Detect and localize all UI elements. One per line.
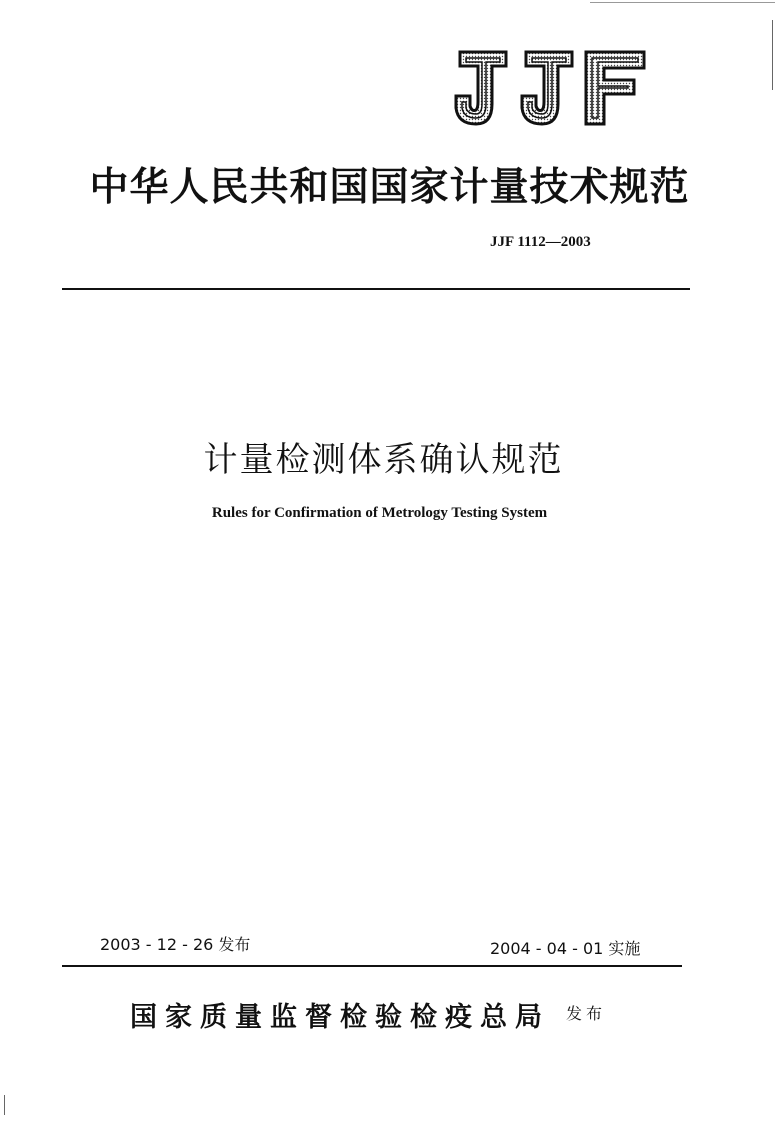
scan-edge-mark (4, 1095, 5, 1115)
top-divider (62, 288, 690, 290)
jjf-logo (452, 48, 652, 134)
publisher-name: 国家质量监督检验检疫总局 (130, 1002, 550, 1033)
jjf-logo-graphic (452, 48, 652, 130)
scan-top-line (590, 2, 775, 3)
document-title-english: Rules for Confirmation of Metrology Testing System (211, 505, 548, 521)
issue-date: 2003 - 12 - 26 发布 (100, 935, 251, 954)
document-code: JJF 1112—2003 (490, 234, 591, 250)
logo-letter-j1 (456, 52, 506, 124)
bottom-divider (62, 965, 682, 967)
logo-letter-j2 (522, 52, 572, 124)
issuing-country-title: 中华人民共和国国家计量技术规范 (89, 164, 690, 210)
implementation-date: 2004 - 04 - 01 实施 (490, 939, 641, 958)
scan-edge-line (772, 20, 773, 90)
logo-letter-f (586, 52, 644, 124)
publisher-suffix: 发布 (566, 1004, 607, 1023)
document-title-chinese: 计量检测体系确认规范 (203, 440, 564, 480)
logo-text-hidden: JJF (452, 48, 454, 49)
